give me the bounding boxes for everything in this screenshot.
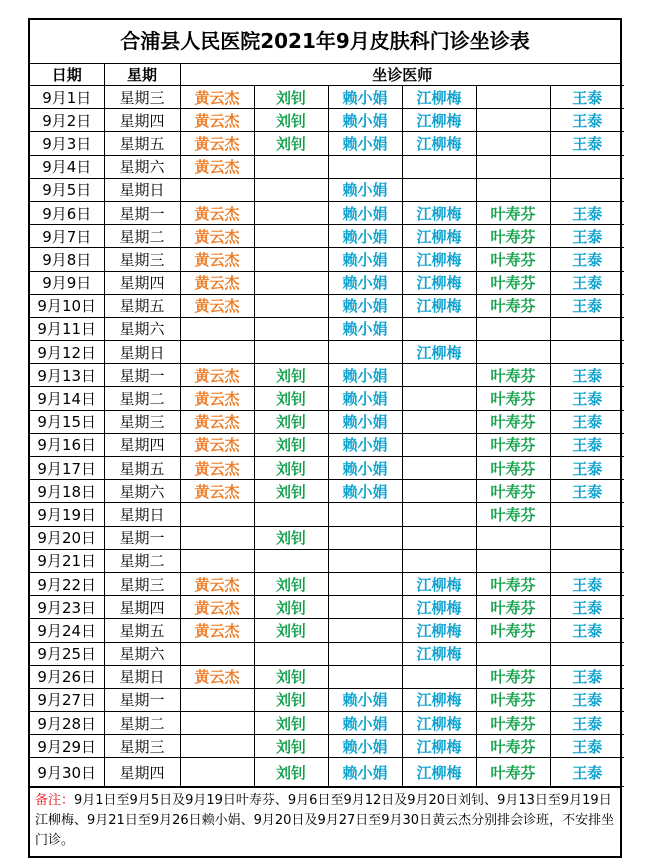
weekday-cell: 星期一: [104, 526, 180, 549]
date-cell: 9月18日: [30, 480, 104, 503]
doctor-cell: 江柳梅: [402, 712, 476, 735]
header-date: 日期: [30, 64, 104, 86]
schedule-sheet: [28, 18, 622, 858]
date-cell: 9月21日: [30, 549, 104, 572]
doctor-cell: [180, 503, 254, 526]
date-cell: 9月2日: [30, 109, 104, 132]
weekday-cell: 星期日: [104, 341, 180, 364]
doctor-cell: [476, 341, 550, 364]
doctor-cell: [402, 433, 476, 456]
doctor-cell: [476, 549, 550, 572]
weekday-cell: 星期六: [104, 155, 180, 178]
doctor-cell: 江柳梅: [402, 271, 476, 294]
doctor-cell: [476, 642, 550, 665]
table-row: [30, 457, 624, 480]
doctor-cell: 赖小娟: [328, 433, 402, 456]
doctor-cell: [402, 549, 476, 572]
doctor-cell: [476, 132, 550, 155]
doctor-cell: 江柳梅: [402, 758, 476, 787]
doctor-cell: 刘钊: [254, 387, 328, 410]
date-cell: 9月20日: [30, 526, 104, 549]
doctor-cell: 江柳梅: [402, 132, 476, 155]
table-row: [30, 271, 624, 294]
weekday-cell: 星期四: [104, 758, 180, 787]
doctor-cell: 叶寿芬: [476, 457, 550, 480]
doctor-cell: 江柳梅: [402, 735, 476, 758]
doctor-cell: 赖小娟: [328, 735, 402, 758]
schedule-table: [30, 64, 624, 787]
doctor-cell: [402, 457, 476, 480]
table-row: [30, 735, 624, 758]
doctor-cell: 江柳梅: [402, 201, 476, 224]
doctor-cell: 黄云杰: [180, 86, 254, 109]
date-cell: 9月9日: [30, 271, 104, 294]
table-row: [30, 549, 624, 572]
doctor-cell: 赖小娟: [328, 712, 402, 735]
doctor-cell: 刘钊: [254, 596, 328, 619]
doctor-cell: 黄云杰: [180, 248, 254, 271]
doctor-cell: [254, 341, 328, 364]
doctor-cell: 王泰: [550, 596, 624, 619]
doctor-cell: 赖小娟: [328, 688, 402, 711]
doctor-cell: 刘钊: [254, 688, 328, 711]
doctor-cell: [254, 317, 328, 340]
doctor-cell: [180, 688, 254, 711]
doctor-cell: [180, 341, 254, 364]
weekday-cell: 星期四: [104, 271, 180, 294]
doctor-cell: 叶寿芬: [476, 596, 550, 619]
doctor-cell: 赖小娟: [328, 457, 402, 480]
date-cell: 9月30日: [30, 758, 104, 787]
date-cell: 9月14日: [30, 387, 104, 410]
doctor-cell: [180, 758, 254, 787]
table-row: [30, 364, 624, 387]
doctor-cell: 王泰: [550, 457, 624, 480]
weekday-cell: 星期五: [104, 132, 180, 155]
doctor-cell: 黄云杰: [180, 201, 254, 224]
doctor-cell: [402, 387, 476, 410]
doctor-cell: [402, 155, 476, 178]
doctor-cell: 黄云杰: [180, 480, 254, 503]
doctor-cell: 王泰: [550, 132, 624, 155]
weekday-cell: 星期日: [104, 178, 180, 201]
doctor-cell: 王泰: [550, 712, 624, 735]
doctor-cell: 叶寿芬: [476, 712, 550, 735]
date-cell: 9月5日: [30, 178, 104, 201]
doctor-cell: [180, 317, 254, 340]
doctor-cell: [254, 503, 328, 526]
doctor-cell: [476, 178, 550, 201]
doctor-cell: 黄云杰: [180, 155, 254, 178]
date-cell: 9月7日: [30, 225, 104, 248]
doctor-cell: [402, 364, 476, 387]
table-header-row: [30, 64, 624, 86]
doctor-cell: [550, 642, 624, 665]
table-row: [30, 248, 624, 271]
doctor-cell: 黄云杰: [180, 294, 254, 317]
doctor-cell: [550, 526, 624, 549]
date-cell: 9月8日: [30, 248, 104, 271]
doctor-cell: 赖小娟: [328, 387, 402, 410]
doctor-cell: 刘钊: [254, 132, 328, 155]
doctor-cell: 叶寿芬: [476, 248, 550, 271]
weekday-cell: 星期三: [104, 572, 180, 595]
date-cell: 9月29日: [30, 735, 104, 758]
doctor-cell: 王泰: [550, 271, 624, 294]
doctor-cell: 刘钊: [254, 572, 328, 595]
doctor-cell: [476, 526, 550, 549]
doctor-cell: 王泰: [550, 109, 624, 132]
doctor-cell: 叶寿芬: [476, 735, 550, 758]
doctor-cell: 叶寿芬: [476, 619, 550, 642]
doctor-cell: [254, 294, 328, 317]
weekday-cell: 星期二: [104, 549, 180, 572]
doctor-cell: [328, 341, 402, 364]
doctor-cell: [328, 526, 402, 549]
schedule-body: [30, 86, 624, 787]
doctor-cell: 江柳梅: [402, 225, 476, 248]
doctor-cell: 江柳梅: [402, 109, 476, 132]
weekday-cell: 星期三: [104, 735, 180, 758]
weekday-cell: 星期五: [104, 294, 180, 317]
doctor-cell: 黄云杰: [180, 596, 254, 619]
doctor-cell: [254, 201, 328, 224]
date-cell: 9月17日: [30, 457, 104, 480]
table-row: [30, 758, 624, 787]
doctor-cell: 黄云杰: [180, 225, 254, 248]
doctor-cell: 赖小娟: [328, 248, 402, 271]
date-cell: 9月16日: [30, 433, 104, 456]
doctor-cell: 王泰: [550, 688, 624, 711]
doctor-cell: 王泰: [550, 387, 624, 410]
doctor-cell: 江柳梅: [402, 619, 476, 642]
doctor-cell: [476, 109, 550, 132]
doctor-cell: [254, 271, 328, 294]
doctor-cell: 刘钊: [254, 480, 328, 503]
doctor-cell: 赖小娟: [328, 271, 402, 294]
doctor-cell: [402, 480, 476, 503]
doctor-cell: 赖小娟: [328, 364, 402, 387]
doctor-cell: 王泰: [550, 410, 624, 433]
doctor-cell: [254, 155, 328, 178]
doctor-cell: 黄云杰: [180, 132, 254, 155]
doctor-cell: 叶寿芬: [476, 433, 550, 456]
doctor-cell: 赖小娟: [328, 109, 402, 132]
weekday-cell: 星期二: [104, 387, 180, 410]
doctor-cell: [402, 178, 476, 201]
doctor-cell: [180, 712, 254, 735]
doctor-cell: [254, 642, 328, 665]
doctor-cell: [254, 225, 328, 248]
doctor-cell: 叶寿芬: [476, 294, 550, 317]
date-cell: 9月23日: [30, 596, 104, 619]
date-cell: 9月25日: [30, 642, 104, 665]
doctor-cell: [328, 665, 402, 688]
date-cell: 9月3日: [30, 132, 104, 155]
doctor-cell: 黄云杰: [180, 665, 254, 688]
doctor-cell: [550, 503, 624, 526]
doctor-cell: [402, 665, 476, 688]
weekday-cell: 星期日: [104, 503, 180, 526]
date-cell: 9月28日: [30, 712, 104, 735]
weekday-cell: 星期五: [104, 457, 180, 480]
table-row: [30, 317, 624, 340]
doctor-cell: 赖小娟: [328, 132, 402, 155]
weekday-cell: 星期六: [104, 480, 180, 503]
doctor-cell: 江柳梅: [402, 642, 476, 665]
doctor-cell: [550, 155, 624, 178]
doctor-cell: 刘钊: [254, 735, 328, 758]
doctor-cell: [328, 619, 402, 642]
doctor-cell: 叶寿芬: [476, 387, 550, 410]
doctor-cell: 叶寿芬: [476, 572, 550, 595]
doctor-cell: [550, 549, 624, 572]
doctor-cell: [402, 317, 476, 340]
doctor-cell: [476, 317, 550, 340]
date-cell: 9月6日: [30, 201, 104, 224]
date-cell: 9月22日: [30, 572, 104, 595]
weekday-cell: 星期四: [104, 596, 180, 619]
doctor-cell: 黄云杰: [180, 457, 254, 480]
weekday-cell: 星期一: [104, 688, 180, 711]
doctor-cell: 刘钊: [254, 665, 328, 688]
weekday-cell: 星期三: [104, 86, 180, 109]
doctor-cell: 王泰: [550, 480, 624, 503]
doctor-cell: 王泰: [550, 758, 624, 787]
doctor-cell: 王泰: [550, 294, 624, 317]
doctor-cell: [402, 410, 476, 433]
doctor-cell: 叶寿芬: [476, 758, 550, 787]
remark-label: 备注：: [35, 793, 75, 809]
weekday-cell: 星期四: [104, 109, 180, 132]
doctor-cell: 刘钊: [254, 457, 328, 480]
doctor-cell: [328, 503, 402, 526]
doctor-cell: 刘钊: [254, 758, 328, 787]
doctor-cell: 王泰: [550, 86, 624, 109]
table-row: [30, 178, 624, 201]
doctor-cell: 叶寿芬: [476, 201, 550, 224]
doctor-cell: 王泰: [550, 572, 624, 595]
table-row: [30, 642, 624, 665]
doctor-cell: 黄云杰: [180, 271, 254, 294]
doctor-cell: [328, 596, 402, 619]
doctor-cell: [328, 642, 402, 665]
doctor-cell: 黄云杰: [180, 109, 254, 132]
doctor-cell: 黄云杰: [180, 433, 254, 456]
doctor-cell: 刘钊: [254, 526, 328, 549]
weekday-cell: 星期六: [104, 642, 180, 665]
date-cell: 9月13日: [30, 364, 104, 387]
doctor-cell: [550, 341, 624, 364]
doctor-cell: 赖小娟: [328, 225, 402, 248]
doctor-cell: 赖小娟: [328, 480, 402, 503]
doctor-cell: 江柳梅: [402, 688, 476, 711]
table-row: [30, 596, 624, 619]
doctor-cell: [402, 526, 476, 549]
doctor-cell: [180, 642, 254, 665]
table-row: [30, 387, 624, 410]
table-row: [30, 132, 624, 155]
doctor-cell: 江柳梅: [402, 294, 476, 317]
doctor-cell: 赖小娟: [328, 410, 402, 433]
weekday-cell: 星期四: [104, 433, 180, 456]
remark: [30, 787, 620, 856]
table-row: [30, 480, 624, 503]
doctor-cell: [328, 572, 402, 595]
doctor-cell: [180, 526, 254, 549]
doctor-cell: [476, 155, 550, 178]
weekday-cell: 星期三: [104, 410, 180, 433]
doctor-cell: 王泰: [550, 225, 624, 248]
doctor-cell: 王泰: [550, 248, 624, 271]
date-cell: 9月26日: [30, 665, 104, 688]
doctor-cell: 赖小娟: [328, 86, 402, 109]
doctor-cell: 叶寿芬: [476, 665, 550, 688]
date-cell: 9月27日: [30, 688, 104, 711]
doctor-cell: 叶寿芬: [476, 225, 550, 248]
doctor-cell: [180, 735, 254, 758]
doctor-cell: 江柳梅: [402, 86, 476, 109]
doctor-cell: [402, 503, 476, 526]
doctor-cell: 黄云杰: [180, 364, 254, 387]
doctor-cell: 江柳梅: [402, 596, 476, 619]
remark-text: 9月1日至9月5日及9月19日叶寿芬、9月6日至9月12日及9月20日刘钊、9月13日至9月19日江柳梅、9月21日至9月26日赖小娟、9月20日及9月27日至9月30日黄云杰分别排会诊班，不安排坐门诊。: [35, 793, 615, 849]
table-row: [30, 665, 624, 688]
doctor-cell: [254, 178, 328, 201]
page-title: 合浦县人民医院2021年9月皮肤科门诊坐诊表: [30, 20, 620, 64]
doctor-cell: 刘钊: [254, 712, 328, 735]
doctor-cell: 刘钊: [254, 86, 328, 109]
doctor-cell: 黄云杰: [180, 572, 254, 595]
table-row: [30, 572, 624, 595]
doctor-cell: 王泰: [550, 201, 624, 224]
doctor-cell: 赖小娟: [328, 201, 402, 224]
table-row: [30, 225, 624, 248]
doctor-cell: 王泰: [550, 619, 624, 642]
doctor-cell: 赖小娟: [328, 758, 402, 787]
doctor-cell: 叶寿芬: [476, 688, 550, 711]
doctor-cell: 赖小娟: [328, 178, 402, 201]
weekday-cell: 星期日: [104, 665, 180, 688]
date-cell: 9月10日: [30, 294, 104, 317]
table-row: [30, 503, 624, 526]
doctor-cell: 黄云杰: [180, 619, 254, 642]
doctor-cell: 刘钊: [254, 619, 328, 642]
table-row: [30, 433, 624, 456]
doctor-cell: 赖小娟: [328, 294, 402, 317]
doctor-cell: [550, 317, 624, 340]
doctor-cell: 叶寿芬: [476, 503, 550, 526]
doctor-cell: 王泰: [550, 735, 624, 758]
doctor-cell: [476, 86, 550, 109]
weekday-cell: 星期五: [104, 619, 180, 642]
table-row: [30, 526, 624, 549]
doctor-cell: [328, 549, 402, 572]
table-row: [30, 712, 624, 735]
date-cell: 9月12日: [30, 341, 104, 364]
doctor-cell: 刘钊: [254, 433, 328, 456]
table-row: [30, 688, 624, 711]
doctor-cell: 江柳梅: [402, 572, 476, 595]
doctor-cell: [180, 178, 254, 201]
doctor-cell: 刘钊: [254, 364, 328, 387]
weekday-cell: 星期六: [104, 317, 180, 340]
table-row: [30, 341, 624, 364]
date-cell: 9月11日: [30, 317, 104, 340]
weekday-cell: 星期一: [104, 364, 180, 387]
date-cell: 9月1日: [30, 86, 104, 109]
doctor-cell: 赖小娟: [328, 317, 402, 340]
doctor-cell: [254, 549, 328, 572]
doctor-cell: [254, 248, 328, 271]
table-row: [30, 109, 624, 132]
weekday-cell: 星期二: [104, 225, 180, 248]
date-cell: 9月19日: [30, 503, 104, 526]
doctor-cell: 王泰: [550, 364, 624, 387]
doctor-cell: 江柳梅: [402, 248, 476, 271]
doctor-cell: [550, 178, 624, 201]
doctor-cell: 刘钊: [254, 109, 328, 132]
doctor-cell: 叶寿芬: [476, 480, 550, 503]
doctor-cell: 叶寿芬: [476, 410, 550, 433]
doctor-cell: 刘钊: [254, 410, 328, 433]
table-row: [30, 86, 624, 109]
doctor-cell: 叶寿芬: [476, 364, 550, 387]
doctor-cell: 黄云杰: [180, 410, 254, 433]
doctor-cell: [328, 155, 402, 178]
doctor-cell: 叶寿芬: [476, 271, 550, 294]
doctor-cell: 黄云杰: [180, 387, 254, 410]
weekday-cell: 星期三: [104, 248, 180, 271]
table-row: [30, 201, 624, 224]
table-row: [30, 619, 624, 642]
header-doctors: 坐诊医师: [180, 64, 624, 86]
date-cell: 9月24日: [30, 619, 104, 642]
doctor-cell: 王泰: [550, 433, 624, 456]
doctor-cell: 江柳梅: [402, 341, 476, 364]
weekday-cell: 星期一: [104, 201, 180, 224]
date-cell: 9月15日: [30, 410, 104, 433]
doctor-cell: 王泰: [550, 665, 624, 688]
weekday-cell: 星期二: [104, 712, 180, 735]
table-row: [30, 155, 624, 178]
table-row: [30, 294, 624, 317]
header-weekday: 星期: [104, 64, 180, 86]
table-row: [30, 410, 624, 433]
date-cell: 9月4日: [30, 155, 104, 178]
doctor-cell: [180, 549, 254, 572]
